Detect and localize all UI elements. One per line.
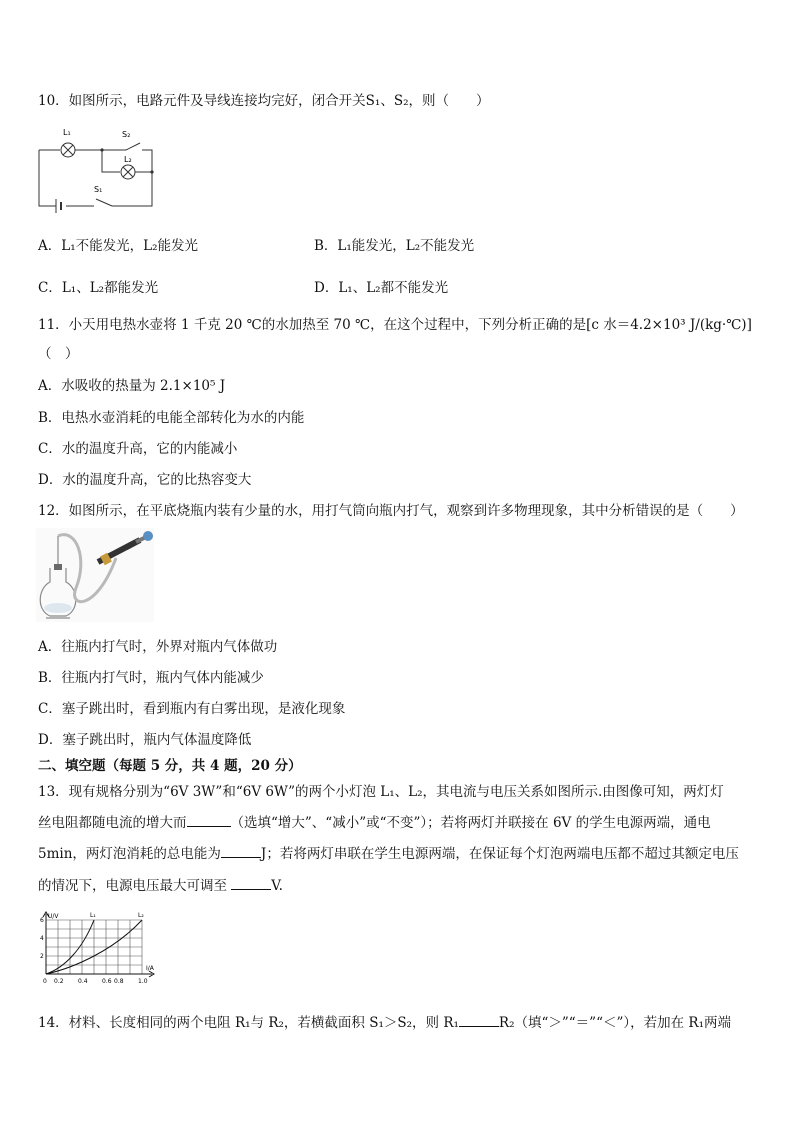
q13-graph-curve-l2: L₂: [138, 912, 144, 919]
q12-option-c: C．塞子跳出时，看到瓶内有白雾出现，是液化现象: [38, 701, 346, 717]
q11-option-c: C．水的温度升高，它的内能减小: [38, 441, 238, 457]
q13-graph-xtick-0: 0: [43, 978, 47, 985]
q13-ui-graph: [34, 910, 164, 990]
q13-line-4a: 的情况下，电源电压最大可调至: [38, 878, 232, 894]
q13-graph-xtick-0-2: 0.2: [54, 978, 64, 985]
q13-line-2a: 丝电阻都随电流的增大而: [38, 815, 187, 831]
q13-graph-ytick-4: 4: [40, 935, 44, 942]
q14-text-a: 14．材料、长度相同的两个电阻 R₁与 R₂，若横截面积 S₁＞S₂，则 R₁: [38, 1015, 459, 1031]
q12-stem: 12．如图所示，在平底烧瓶内装有少量的水，用打气筒向瓶内打气，观察到许多物理现象，其中分析错误的是（ ）: [38, 503, 744, 519]
q13-line-3a: 5min，两灯泡消耗的总电能为: [38, 846, 221, 862]
section-title: 二、填空题（每题 5 分，共 4 题，20 分）: [38, 758, 302, 774]
q10-circuit-diagram: [36, 124, 158, 214]
q13-line-3: [38, 842, 739, 862]
q13-line-1: 13．现有规格分别为“6V 3W”和“6V 6W”的两个小灯泡 L₁、L₂，其电流与电压关系如图所示.由图像可知，两灯灯: [38, 784, 724, 800]
q10-label-l1: L₁: [63, 128, 71, 137]
q10-label-s2: S₂: [122, 130, 131, 139]
q14-blank-1[interactable]: [459, 1014, 499, 1027]
q13-graph-ytick-6: 6: [40, 917, 44, 924]
q13-graph-xtick-0-4: 0.4: [78, 978, 88, 985]
q10-option-d: D．L₁、L₂都不能发光: [314, 280, 449, 296]
q11-option-a: A．水吸收的热量为 2.1×10⁵ J: [38, 378, 226, 394]
q14-text-b: R₂（填“＞”“＝”“＜”），若加在 R₁两端: [498, 1015, 732, 1031]
q14-line-1: [38, 1011, 731, 1031]
q10-option-c: C．L₁、L₂都能发光: [38, 280, 159, 296]
q11-option-b: B．电热水壶消耗的电能全部转化为水的内能: [38, 410, 305, 426]
q13-line-2: [38, 811, 711, 831]
q13-line-4: [38, 874, 283, 894]
q11-stem: 11．小天用电热水壶将 1 千克 20 ℃的水加热至 70 ℃，在这个过程中，下列分析正确的是[c 水＝4.2×10³ J/(kg·℃)]: [38, 317, 752, 333]
q12-option-a: A．往瓶内打气时，外界对瓶内气体做功: [38, 639, 278, 655]
q10-option-b: B．L₁能发光，L₂不能发光: [314, 238, 475, 254]
q13-graph-xlabel: I/A: [146, 965, 154, 972]
q13-graph-xtick-0-6: 0.6: [102, 978, 112, 985]
q11-option-d: D．水的温度升高，它的比热容变大: [38, 472, 252, 488]
q10-label-s1: S₁: [94, 185, 103, 194]
q13-graph-ytick-2: 2: [40, 953, 44, 960]
q13-blank-3[interactable]: [231, 877, 271, 890]
q10-option-a: A．L₁不能发光，L₂能发光: [38, 238, 199, 254]
q13-graph-xtick-0-8: 0.8: [114, 978, 124, 985]
q12-option-d: D．塞子跳出时，瓶内气体温度降低: [38, 732, 252, 748]
q13-line-2b: （选填“增大”、“减小”或“不变”）；若将两灯并联接在 6V 的学生电源两端，通电: [230, 815, 711, 831]
q10-label-l2: L₂: [124, 155, 132, 164]
q10-stem: 10．如图所示，电路元件及导线连接均完好，闭合开关S₁、S₂，则（ ）: [38, 93, 490, 109]
q13-blank-1[interactable]: [187, 814, 231, 827]
q13-line-3b: J；若将两灯串联在学生电源两端，在保证每个灯泡两端电压都不超过其额定电压: [260, 846, 739, 862]
q13-graph-ylabel: U/V: [48, 913, 59, 920]
q13-graph-xtick-1-0: 1.0: [138, 978, 148, 985]
q13-graph-curve-l1: L₁: [90, 912, 96, 919]
q12-option-b: B．往瓶内打气时，瓶内气体内能减少: [38, 670, 264, 686]
q12-flask-pump-image: [36, 528, 154, 622]
q11-paren: （ ）: [38, 346, 79, 362]
q13-blank-2[interactable]: [221, 845, 261, 858]
q13-line-4b: V.: [271, 878, 283, 894]
